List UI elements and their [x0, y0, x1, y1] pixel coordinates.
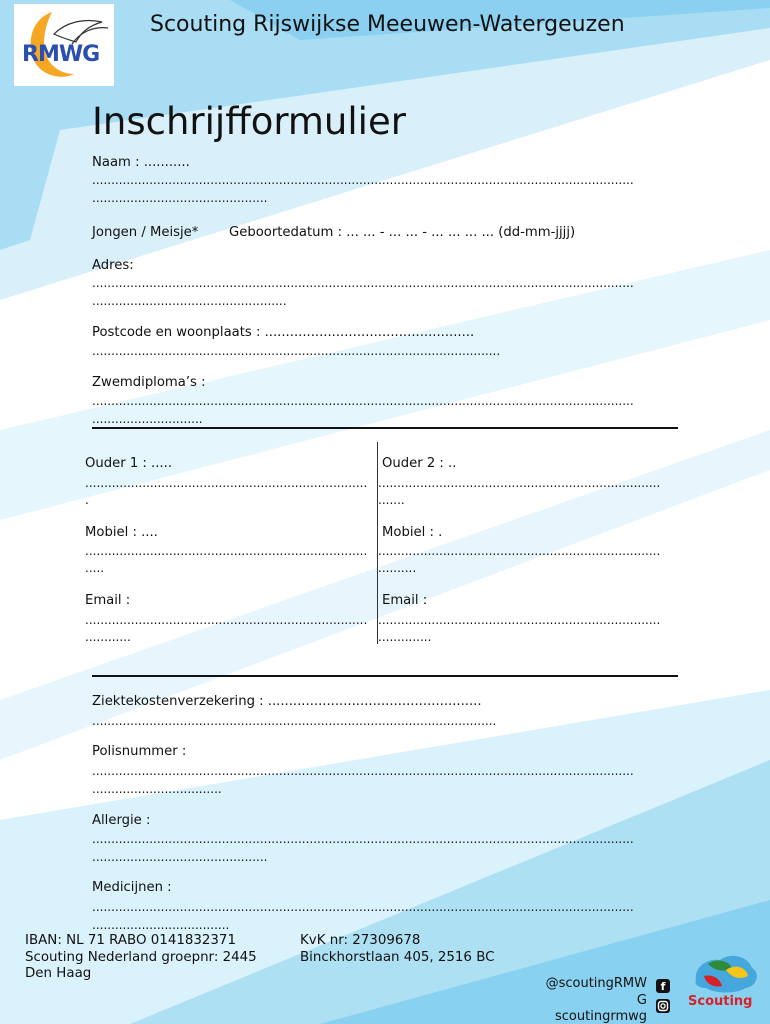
- medicijnen-label: Medicijnen :: [92, 880, 172, 895]
- footer-groepnr: Scouting Nederland groepnr: 2445: [25, 950, 257, 965]
- ouder1-mobiel-line-2[interactable]: .....: [85, 561, 105, 575]
- ouder2-line-2[interactable]: .......: [378, 493, 405, 507]
- rmwg-logo: [14, 4, 114, 86]
- footer-kvk: KvK nr: 27309678: [300, 933, 421, 948]
- social-handle-line-1[interactable]: @scoutingRMW: [545, 976, 647, 991]
- instagram-icon[interactable]: [656, 999, 670, 1013]
- social-handle-line-2[interactable]: G: [636, 993, 647, 1008]
- adres-line-2[interactable]: ...................................................: [92, 294, 287, 308]
- ouder1-email-line-2[interactable]: ............: [85, 630, 131, 644]
- postcode-label[interactable]: Postcode en woonplaats : ..................................................: [92, 325, 475, 340]
- naam-line-1[interactable]: ..............................................................................................................................................: [92, 173, 634, 187]
- ouder2-mobiel-label[interactable]: Mobiel : .: [382, 525, 443, 540]
- polisnummer-line-1[interactable]: ..............................................................................................................................................: [92, 764, 634, 778]
- naam-line-2[interactable]: ..............................................: [92, 191, 268, 205]
- postcode-line[interactable]: ...........................................................................................................: [92, 344, 501, 358]
- ouder2-line-1[interactable]: ..........................................................................: [378, 476, 661, 490]
- ouder1-line-1[interactable]: ..........................................................................: [85, 476, 368, 490]
- medicijnen-line-1[interactable]: ..............................................................................................................................................: [92, 900, 634, 914]
- ouder2-label[interactable]: Ouder 2 : ..: [382, 456, 457, 471]
- ouder1-mobiel-line-1[interactable]: ..........................................................................: [85, 544, 368, 558]
- form-title: Inschrijfformulier: [92, 100, 406, 143]
- zwemdiploma-label: Zwemdiploma’s :: [92, 375, 206, 390]
- allergie-line-1[interactable]: ..............................................................................................................................................: [92, 832, 634, 846]
- facebook-icon[interactable]: f: [656, 979, 670, 993]
- section-divider-2: [92, 675, 678, 677]
- adres-line-1[interactable]: ..............................................................................................................................................: [92, 276, 634, 290]
- geboortedatum-label[interactable]: Geboortedatum : ... ... - ... ... - ... ... ... ... (dd-mm-jjjj): [229, 225, 576, 240]
- zwemdiploma-line-2[interactable]: .............................: [92, 412, 203, 426]
- ziektekosten-label[interactable]: Ziektekostenverzekering : ...................................................: [92, 694, 482, 709]
- footer-address: Binckhorstlaan 405, 2516 BC: [300, 950, 495, 965]
- adres-label: Adres:: [92, 258, 134, 273]
- ouder1-mobiel-label[interactable]: Mobiel : ....: [85, 525, 158, 540]
- ouder1-line-2[interactable]: .: [85, 493, 89, 507]
- logo-text: RMWG: [22, 42, 100, 67]
- ziektekosten-line[interactable]: ..........................................................................................................: [92, 714, 497, 728]
- ouder2-email-line-2[interactable]: ..............: [378, 630, 432, 644]
- allergie-label: Allergie :: [92, 813, 151, 828]
- allergie-line-2[interactable]: ..............................................: [92, 850, 268, 864]
- scouting-nederland-logo: [686, 950, 762, 1012]
- footer-city: Den Haag: [25, 966, 92, 981]
- medicijnen-line-2[interactable]: ....................................: [92, 918, 230, 932]
- polisnummer-label: Polisnummer :: [92, 744, 187, 759]
- zwemdiploma-line-1[interactable]: ..............................................................................................................................................: [92, 394, 634, 408]
- ouder1-email-line-1[interactable]: ..........................................................................: [85, 613, 368, 627]
- naam-label: Naam : ...........: [92, 155, 190, 170]
- header: [0, 0, 770, 90]
- footer-iban: IBAN: NL 71 RABO 0141832371: [25, 933, 236, 948]
- social-handle-line-3[interactable]: scoutingrmwg: [555, 1009, 647, 1024]
- scouting-logo-text: Scouting: [688, 994, 753, 1009]
- ouder2-mobiel-line-2[interactable]: ..........: [378, 561, 417, 575]
- ouder2-email-label: Email :: [382, 593, 428, 608]
- section-divider-1: [92, 427, 678, 429]
- gender-label[interactable]: Jongen / Meisje*: [92, 225, 199, 240]
- polisnummer-line-2[interactable]: ..................................: [92, 782, 222, 796]
- ouder1-email-label: Email :: [85, 593, 131, 608]
- ouder2-email-line-1[interactable]: ..........................................................................: [378, 613, 661, 627]
- ouder1-label[interactable]: Ouder 1 : .....: [85, 456, 173, 471]
- organization-title: Scouting Rijswijkse Meeuwen-Watergeuzen: [150, 12, 625, 37]
- ouder2-mobiel-line-1[interactable]: ..........................................................................: [378, 544, 661, 558]
